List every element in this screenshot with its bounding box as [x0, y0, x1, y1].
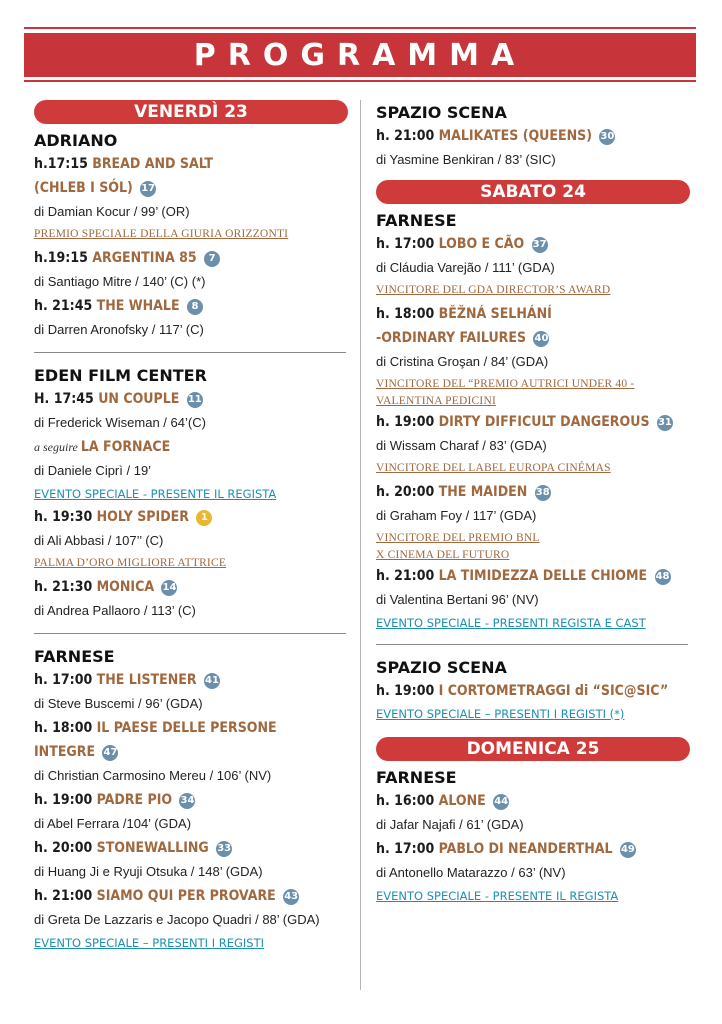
- film-title: SIAMO QUI PER PROVARE: [96, 888, 276, 904]
- film-title-row: [376, 564, 690, 588]
- award-line: X CINEMA DEL FUTURO: [376, 549, 510, 561]
- film-number-badge: 31: [657, 415, 673, 431]
- film-title-row: [34, 884, 348, 908]
- film-time: h. 16:00: [376, 793, 435, 809]
- film-director: di Valentina Bertani 96’ (NV): [376, 592, 539, 607]
- film-title-row: [34, 788, 348, 812]
- film-title-row: [34, 152, 348, 176]
- film-time: h. 19:00: [34, 792, 93, 808]
- day-header-venerdi: VENERDÌ 23: [34, 100, 348, 124]
- film-title-row: [34, 387, 348, 411]
- section-divider: [376, 644, 688, 645]
- award-label: VINCITORE DEL GDA DIRECTOR’S AWARD: [376, 284, 611, 296]
- film-director: di Daniele Ciprì / 19’: [34, 463, 152, 478]
- film-title: THE LISTENER: [96, 672, 197, 688]
- film-title: MALIKATES (QUEENS): [438, 128, 592, 144]
- film-title-row: [34, 836, 348, 860]
- film-title: (CHLEB I SÓL): [34, 180, 133, 196]
- award-label: PALMA D’ORO MIGLIORE ATTRICE: [34, 557, 227, 569]
- a-seguire-label: a seguire: [34, 440, 78, 454]
- film-time: h. 19:00: [376, 414, 435, 430]
- film-number-badge: 33: [216, 841, 232, 857]
- film-number-badge: 17: [140, 181, 156, 197]
- film-time: h. 17:00: [34, 672, 93, 688]
- film-number-badge: 38: [535, 485, 551, 501]
- film-time: h. 17:00: [376, 236, 435, 252]
- film-title: DIRTY DIFFICULT DANGEROUS: [438, 414, 650, 430]
- film-number-badge: 40: [533, 331, 549, 347]
- event-label: EVENTO SPECIALE – PRESENTI I REGISTI (*): [376, 707, 625, 721]
- film-title-row: [376, 679, 690, 703]
- film-time: h. 18:00: [376, 306, 435, 322]
- film-title-row: [376, 789, 690, 813]
- film-director: di Cláudia Varejão / 111’ (GDA): [376, 260, 555, 275]
- film-title: I CORTOMETRAGGI di “SIC@SIC”: [438, 683, 669, 699]
- event-label: EVENTO SPECIALE - PRESENTE IL REGISTA: [34, 487, 277, 501]
- film-title-row: [376, 302, 690, 326]
- column-divider: [360, 100, 361, 990]
- film-title-row: [376, 837, 690, 861]
- film-director: di Antonello Matarazzo / 63’ (NV): [376, 865, 566, 880]
- venue-eden: EDEN FILM CENTER: [34, 366, 207, 385]
- film-time: h. 18:00: [34, 720, 93, 736]
- film-number-badge: 41: [204, 673, 220, 689]
- film-title: PABLO DI NEANDERTHAL: [438, 841, 613, 857]
- film-number-badge: 30: [599, 129, 615, 145]
- award-line: VINCITORE DEL PREMIO BNL: [376, 532, 540, 544]
- film-title-row: [34, 246, 348, 270]
- film-time: h. 19:30: [34, 509, 93, 525]
- venue-spazio-scena: SPAZIO SCENA: [376, 103, 507, 122]
- film-number-badge: 49: [620, 842, 636, 858]
- film-title: UN COUPLE: [98, 391, 180, 407]
- film-title-row: [376, 232, 690, 256]
- award-label: [376, 530, 690, 564]
- venue-farnese: FARNESE: [34, 647, 115, 666]
- film-title: INTEGRE: [34, 744, 96, 760]
- film-director: di Steve Buscemi / 96’ (GDA): [34, 696, 203, 711]
- venue-spazio-scena: SPAZIO SCENA: [376, 658, 507, 677]
- film-time: h.19:15: [34, 250, 88, 266]
- award-label: VINCITORE DEL LABEL EUROPA CINÉMAS: [376, 462, 611, 474]
- event-label: EVENTO SPECIALE - PRESENTE IL REGISTA: [376, 889, 619, 903]
- film-number-badge: 34: [179, 793, 195, 809]
- film-title-row: [376, 480, 690, 504]
- film-title: BREAD AND SALT: [92, 156, 213, 172]
- film-time: h. 17:00: [376, 841, 435, 857]
- film-time: h. 20:00: [34, 840, 93, 856]
- film-time: h. 21:00: [376, 128, 435, 144]
- film-number-badge: 14: [161, 580, 177, 596]
- film-director: di Darren Aronofsky / 117’ (C): [34, 322, 204, 337]
- film-time: h. 19:00: [376, 683, 435, 699]
- film-director: di Damian Kocur / 99’ (OR): [34, 204, 190, 219]
- film-director: di Santiago Mitre / 140’ (C) (*): [34, 274, 206, 289]
- film-number-badge: 7: [204, 251, 220, 267]
- film-title-row: [34, 575, 348, 599]
- left-column: [34, 100, 348, 954]
- right-column: [376, 100, 690, 907]
- film-time: h. 21:45: [34, 298, 93, 314]
- film-title: STONEWALLING: [96, 840, 209, 856]
- film-title-row: [376, 124, 690, 148]
- venue-farnese: FARNESE: [376, 768, 457, 787]
- film-director: di Graham Foy / 117’ (GDA): [376, 508, 537, 523]
- page-title: PROGRAMMA: [24, 33, 696, 77]
- film-number-badge: 37: [532, 237, 548, 253]
- film-director: di Christian Carmosino Mereu / 106’ (NV): [34, 768, 272, 783]
- venue-farnese: FARNESE: [376, 211, 457, 230]
- film-title-row: [34, 294, 348, 318]
- film-title: HOLY SPIDER: [96, 509, 189, 525]
- film-time: h. 21:00: [376, 568, 435, 584]
- film-title-row: [34, 740, 348, 764]
- film-title-row: [34, 505, 348, 529]
- award-line: VINCITORE DEL “PREMIO AUTRICI UNDER 40 -: [376, 378, 635, 390]
- film-title: LOBO E CÃO: [438, 236, 525, 252]
- film-title: THE MAIDEN: [438, 484, 528, 500]
- event-label: EVENTO SPECIALE - PRESENTI REGISTA E CAST: [376, 616, 646, 630]
- film-director: di Huang Ji e Ryuji Otsuka / 148’ (GDA): [34, 864, 263, 879]
- film-title: THE WHALE: [96, 298, 180, 314]
- film-director: di Andrea Pallaoro / 113’ (C): [34, 603, 196, 618]
- film-time: h.17:15: [34, 156, 88, 172]
- film-director: di Abel Ferrara /104’ (GDA): [34, 816, 192, 831]
- film-title: IL PAESE DELLE PERSONE: [96, 720, 277, 736]
- film-title-row: [34, 176, 348, 200]
- film-time: h. 20:00: [376, 484, 435, 500]
- film-title: LA TIMIDEZZA DELLE CHIOME: [438, 568, 648, 584]
- film-director: di Jafar Najafi / 61’ (GDA): [376, 817, 524, 832]
- day-header-domenica: DOMENICA 25: [376, 737, 690, 761]
- film-number-badge: 47: [102, 745, 118, 761]
- film-director: di Wissam Charaf / 83’ (GDA): [376, 438, 547, 453]
- film-title: LA FORNACE: [80, 439, 171, 455]
- section-divider: [34, 633, 346, 634]
- award-label: PREMIO SPECIALE DELLA GIURIA ORIZZONTI: [34, 228, 289, 240]
- film-director: di Cristina Groşan / 84’ (GDA): [376, 354, 549, 369]
- film-number-badge: 11: [187, 392, 203, 408]
- film-title-row: [34, 668, 348, 692]
- film-director: di Yasmine Benkiran / 83’ (SIC): [376, 152, 556, 167]
- film-time: H. 17:45: [34, 391, 94, 407]
- award-label: [376, 376, 690, 410]
- film-title: -ORDINARY FAILURES: [376, 330, 527, 346]
- film-title: BĚŽNÁ SELHÁNÍ: [438, 306, 552, 322]
- film-title-row: [34, 716, 348, 740]
- film-title: MONICA: [96, 579, 155, 595]
- section-divider: [34, 352, 346, 353]
- film-number-badge: 48: [655, 569, 671, 585]
- film-title: ARGENTINA 85: [92, 250, 197, 266]
- event-label: EVENTO SPECIALE – PRESENTI I REGISTI: [34, 936, 265, 950]
- film-director: di Ali Abbasi / 107’’ (C): [34, 533, 164, 548]
- day-header-sabato: SABATO 24: [376, 180, 690, 204]
- film-number-badge: 43: [283, 889, 299, 905]
- film-director: di Frederick Wiseman / 64’(C): [34, 415, 206, 430]
- film-number-badge: 8: [187, 299, 203, 315]
- film-title: PADRE PIO: [96, 792, 173, 808]
- top-rule: [24, 27, 696, 29]
- film-number-badge: 44: [493, 794, 509, 810]
- film-title: ALONE: [438, 793, 486, 809]
- bottom-rule: [24, 80, 696, 82]
- venue-adriano: ADRIANO: [34, 131, 118, 150]
- award-line: VALENTINA PEDICINI: [376, 395, 496, 407]
- film-director: di Greta De Lazzaris e Jacopo Quadri / 88’ (GDA): [34, 912, 320, 927]
- film-time: h. 21:00: [34, 888, 93, 904]
- film-title-row: [376, 326, 690, 350]
- film-title-row: [376, 410, 690, 434]
- film-title-row: [34, 435, 348, 459]
- film-time: h. 21:30: [34, 579, 93, 595]
- film-number-badge: 1: [196, 510, 212, 526]
